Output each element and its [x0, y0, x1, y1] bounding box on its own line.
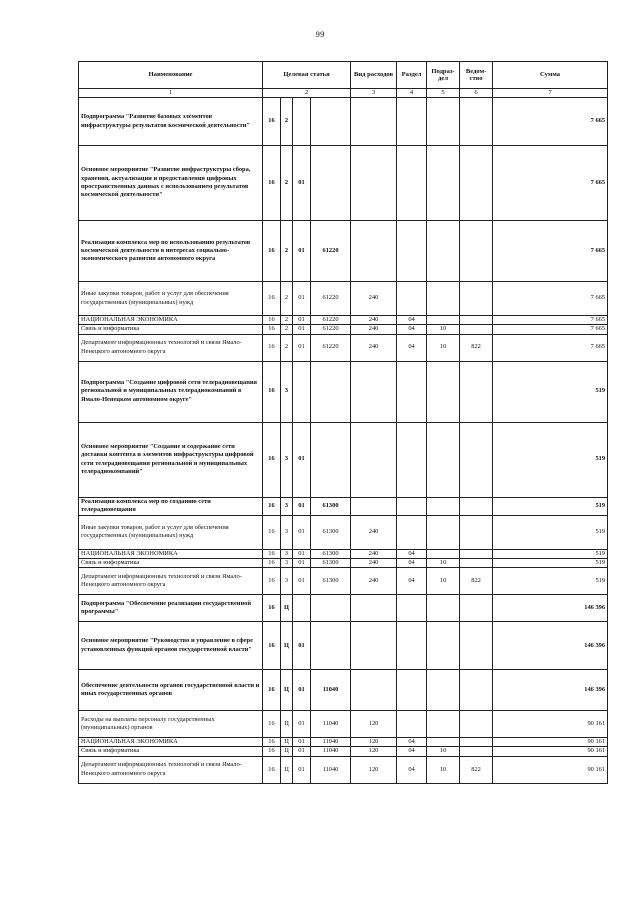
- target-code-activity: 01: [293, 568, 311, 595]
- target-code-activity: [293, 595, 311, 622]
- target-code-subprogram: 2: [281, 325, 293, 334]
- sum-cell: 7 665: [493, 334, 608, 361]
- subsection-cell: [427, 738, 460, 747]
- department-cell: [460, 549, 493, 558]
- col-number: 4: [397, 89, 427, 98]
- expense-type-cell: [351, 622, 397, 670]
- col-number: 2: [263, 89, 351, 98]
- table-row: [79, 558, 608, 567]
- expense-type-cell: 240: [351, 282, 397, 316]
- target-code-subprogram: Ц: [281, 711, 293, 738]
- target-code-activity: 01: [293, 747, 311, 756]
- target-code-activity: 01: [293, 558, 311, 567]
- target-code-subprogram: 3: [281, 558, 293, 567]
- target-code-direction: 61300: [311, 568, 351, 595]
- section-cell: [397, 146, 427, 221]
- target-code-program: 16: [263, 747, 281, 756]
- table-row: [79, 711, 608, 738]
- target-code-subprogram: Ц: [281, 747, 293, 756]
- target-code-activity: 01: [293, 515, 311, 549]
- target-code-activity: 01: [293, 756, 311, 783]
- section-cell: 04: [397, 334, 427, 361]
- target-code-direction: 61220: [311, 221, 351, 282]
- target-code-activity: 01: [293, 221, 311, 282]
- target-code-program: 16: [263, 282, 281, 316]
- target-code-program: 16: [263, 316, 281, 325]
- subsection-cell: [427, 98, 460, 146]
- sum-cell: 519: [493, 515, 608, 549]
- col-number: 1: [79, 89, 263, 98]
- subsection-cell: [427, 316, 460, 325]
- row-name: НАЦИОНАЛЬНАЯ ЭКОНОМИКА: [79, 738, 263, 747]
- table-row: [79, 282, 608, 316]
- target-code-direction: 61220: [311, 334, 351, 361]
- target-code-activity: 01: [293, 738, 311, 747]
- row-name: Иные закупки товаров, работ и услуг для обеспечения государственных (муниципальных) нужд: [79, 282, 263, 316]
- target-code-activity: 01: [293, 334, 311, 361]
- subsection-cell: [427, 497, 460, 515]
- header-name: Наименование: [79, 62, 263, 89]
- table-row: [79, 595, 608, 622]
- subsection-cell: [427, 670, 460, 711]
- expense-type-cell: [351, 497, 397, 515]
- row-name: Связь и информатика: [79, 747, 263, 756]
- header-section: Раздел: [397, 62, 427, 89]
- target-code-activity: 01: [293, 711, 311, 738]
- target-code-program: 16: [263, 325, 281, 334]
- col-number: 7: [493, 89, 608, 98]
- section-cell: [397, 221, 427, 282]
- section-cell: [397, 422, 427, 497]
- expense-type-cell: 120: [351, 756, 397, 783]
- table-row: [79, 747, 608, 756]
- target-code-activity: 01: [293, 622, 311, 670]
- sum-cell: 7 665: [493, 146, 608, 221]
- target-code-program: 16: [263, 497, 281, 515]
- section-cell: 04: [397, 747, 427, 756]
- sum-cell: 146 396: [493, 595, 608, 622]
- department-cell: 822: [460, 756, 493, 783]
- sum-cell: 90 161: [493, 756, 608, 783]
- row-name: НАЦИОНАЛЬНАЯ ЭКОНОМИКА: [79, 549, 263, 558]
- row-name: Департамент информационных технологий и связи Ямало-Ненецкого автономного округа: [79, 568, 263, 595]
- sum-cell: 519: [493, 558, 608, 567]
- sum-cell: 90 161: [493, 711, 608, 738]
- row-name: Основное мероприятие "Развитие инфраструктуры сбора, хранения, актуализации и предоставления цифровых пространственных данных с использованием результатов космической деятельности": [79, 146, 263, 221]
- header-target-article: Целевая статья: [263, 62, 351, 89]
- target-code-program: 16: [263, 711, 281, 738]
- target-code-activity: 01: [293, 497, 311, 515]
- sum-cell: 519: [493, 549, 608, 558]
- target-code-subprogram: Ц: [281, 670, 293, 711]
- target-code-direction: 11040: [311, 747, 351, 756]
- section-cell: [397, 361, 427, 422]
- expense-type-cell: 240: [351, 549, 397, 558]
- target-code-direction: [311, 595, 351, 622]
- subsection-cell: 10: [427, 558, 460, 567]
- department-cell: [460, 670, 493, 711]
- row-name: Расходы на выплаты персоналу государственных (муниципальных) органов: [79, 711, 263, 738]
- subsection-cell: 10: [427, 747, 460, 756]
- department-cell: 822: [460, 568, 493, 595]
- header-expense-type: Вид расходов: [351, 62, 397, 89]
- sum-cell: 146 396: [493, 622, 608, 670]
- expense-type-cell: 240: [351, 334, 397, 361]
- target-code-subprogram: 2: [281, 282, 293, 316]
- row-name: Реализация комплекса мер по созданию сети телерадиовещания: [79, 497, 263, 515]
- expense-type-cell: [351, 98, 397, 146]
- col-number: 5: [427, 89, 460, 98]
- table-row: [79, 515, 608, 549]
- target-code-subprogram: 3: [281, 361, 293, 422]
- department-cell: [460, 98, 493, 146]
- target-code-subprogram: 3: [281, 422, 293, 497]
- table-row: [79, 316, 608, 325]
- target-code-activity: 01: [293, 325, 311, 334]
- section-cell: 04: [397, 316, 427, 325]
- sum-cell: 7 665: [493, 282, 608, 316]
- row-name: Подпрограмма "Развитие базовых элементов инфраструктуры результатов космической деятельности": [79, 98, 263, 146]
- department-cell: [460, 595, 493, 622]
- target-code-program: 16: [263, 595, 281, 622]
- subsection-cell: [427, 595, 460, 622]
- table-row: [79, 221, 608, 282]
- target-code-activity: 01: [293, 316, 311, 325]
- table-row: [79, 738, 608, 747]
- target-code-direction: 61300: [311, 497, 351, 515]
- target-code-activity: [293, 98, 311, 146]
- row-name: Подпрограмма "Обеспечение реализации государственной программы": [79, 595, 263, 622]
- target-code-subprogram: 3: [281, 549, 293, 558]
- subsection-cell: [427, 422, 460, 497]
- target-code-direction: [311, 622, 351, 670]
- row-name: Департамент информационных технологий и связи Ямало-Ненецкого автономного округа: [79, 334, 263, 361]
- sum-cell: 7 665: [493, 98, 608, 146]
- sum-cell: 519: [493, 497, 608, 515]
- target-code-direction: 61220: [311, 282, 351, 316]
- table-row: [79, 422, 608, 497]
- target-code-direction: 61220: [311, 316, 351, 325]
- table-row: [79, 549, 608, 558]
- subsection-cell: 10: [427, 756, 460, 783]
- target-code-program: 16: [263, 361, 281, 422]
- department-cell: 822: [460, 334, 493, 361]
- row-name: Основное мероприятие "Создание и содержание сети доставки контента и элементов инфраструктуры цифровой сети телерадиовещания региональной и муниципальных телерадиокомпаний": [79, 422, 263, 497]
- department-cell: [460, 497, 493, 515]
- table-row: [79, 568, 608, 595]
- target-code-activity: 01: [293, 422, 311, 497]
- target-code-activity: 01: [293, 282, 311, 316]
- table-row: [79, 756, 608, 783]
- target-code-direction: 61300: [311, 549, 351, 558]
- expense-type-cell: [351, 422, 397, 497]
- department-cell: [460, 738, 493, 747]
- subsection-cell: [427, 146, 460, 221]
- header-sum: Сумма: [493, 62, 608, 89]
- target-code-subprogram: 2: [281, 98, 293, 146]
- sum-cell: 519: [493, 361, 608, 422]
- target-code-direction: 11040: [311, 711, 351, 738]
- target-code-activity: [293, 361, 311, 422]
- target-code-subprogram: 3: [281, 497, 293, 515]
- target-code-activity: 01: [293, 670, 311, 711]
- department-cell: [460, 558, 493, 567]
- expense-type-cell: [351, 221, 397, 282]
- section-cell: [397, 515, 427, 549]
- subsection-cell: [427, 361, 460, 422]
- department-cell: [460, 622, 493, 670]
- sum-cell: 90 161: [493, 747, 608, 756]
- subsection-cell: [427, 549, 460, 558]
- table-row: [79, 146, 608, 221]
- department-cell: [460, 422, 493, 497]
- target-code-subprogram: 2: [281, 146, 293, 221]
- section-cell: [397, 595, 427, 622]
- department-cell: [460, 747, 493, 756]
- table-row: [79, 670, 608, 711]
- section-cell: [397, 622, 427, 670]
- department-cell: [460, 515, 493, 549]
- subsection-cell: [427, 221, 460, 282]
- target-code-program: 16: [263, 334, 281, 361]
- department-cell: [460, 146, 493, 221]
- expense-type-cell: [351, 361, 397, 422]
- header-department: Ведом-ство: [460, 62, 493, 89]
- target-code-program: 16: [263, 670, 281, 711]
- target-code-direction: [311, 422, 351, 497]
- target-code-subprogram: 2: [281, 316, 293, 325]
- subsection-cell: 10: [427, 325, 460, 334]
- sum-cell: 519: [493, 568, 608, 595]
- target-code-subprogram: Ц: [281, 756, 293, 783]
- sum-cell: 7 665: [493, 325, 608, 334]
- expense-type-cell: 120: [351, 738, 397, 747]
- target-code-subprogram: Ц: [281, 595, 293, 622]
- subsection-cell: [427, 515, 460, 549]
- department-cell: [460, 361, 493, 422]
- target-code-program: 16: [263, 146, 281, 221]
- department-cell: [460, 221, 493, 282]
- table-row: [79, 497, 608, 515]
- header-subsection: Подраз-дел: [427, 62, 460, 89]
- target-code-direction: [311, 361, 351, 422]
- department-cell: [460, 282, 493, 316]
- row-name: Иные закупки товаров, работ и услуг для обеспечения государственных (муниципальных) нужд: [79, 515, 263, 549]
- sum-cell: 7 665: [493, 221, 608, 282]
- section-cell: [397, 670, 427, 711]
- sum-cell: 519: [493, 422, 608, 497]
- department-cell: [460, 711, 493, 738]
- row-name: НАЦИОНАЛЬНАЯ ЭКОНОМИКА: [79, 316, 263, 325]
- subsection-cell: [427, 711, 460, 738]
- expense-type-cell: [351, 595, 397, 622]
- row-name: Подпрограмма "Создание цифровой сети телерадиовещания региональной и муниципальных телерадиокомпаний в Ямало-Ненецком автономном округе": [79, 361, 263, 422]
- target-code-direction: [311, 146, 351, 221]
- budget-table: [78, 61, 608, 784]
- target-code-direction: 11040: [311, 670, 351, 711]
- target-code-program: 16: [263, 568, 281, 595]
- expense-type-cell: 120: [351, 747, 397, 756]
- section-cell: [397, 282, 427, 316]
- section-cell: 04: [397, 325, 427, 334]
- department-cell: [460, 316, 493, 325]
- sum-cell: 7 665: [493, 316, 608, 325]
- target-code-direction: 61220: [311, 325, 351, 334]
- expense-type-cell: 240: [351, 325, 397, 334]
- row-name: Обеспечение деятельности органов государственной власти и иных государственных органов: [79, 670, 263, 711]
- subsection-cell: [427, 622, 460, 670]
- section-cell: 04: [397, 568, 427, 595]
- expense-type-cell: 240: [351, 515, 397, 549]
- table-row: [79, 325, 608, 334]
- target-code-program: 16: [263, 558, 281, 567]
- target-code-direction: [311, 98, 351, 146]
- target-code-direction: 11040: [311, 756, 351, 783]
- table-row: [79, 334, 608, 361]
- section-cell: [397, 711, 427, 738]
- target-code-program: 16: [263, 221, 281, 282]
- target-code-activity: 01: [293, 549, 311, 558]
- section-cell: 04: [397, 756, 427, 783]
- target-code-program: 16: [263, 756, 281, 783]
- target-code-program: 16: [263, 422, 281, 497]
- target-code-subprogram: Ц: [281, 622, 293, 670]
- page-number: 99: [315, 31, 325, 39]
- section-cell: [397, 98, 427, 146]
- target-code-program: 16: [263, 515, 281, 549]
- subsection-cell: 10: [427, 334, 460, 361]
- expense-type-cell: 240: [351, 568, 397, 595]
- target-code-subprogram: 2: [281, 334, 293, 361]
- section-cell: 04: [397, 549, 427, 558]
- expense-type-cell: 120: [351, 711, 397, 738]
- target-code-subprogram: 2: [281, 221, 293, 282]
- sum-cell: 90 161: [493, 738, 608, 747]
- table-row: [79, 361, 608, 422]
- expense-type-cell: 240: [351, 558, 397, 567]
- expense-type-cell: 240: [351, 316, 397, 325]
- target-code-direction: 61300: [311, 515, 351, 549]
- target-code-direction: 11040: [311, 738, 351, 747]
- target-code-subprogram: 3: [281, 568, 293, 595]
- col-number: 3: [351, 89, 397, 98]
- target-code-subprogram: 3: [281, 515, 293, 549]
- subsection-cell: 10: [427, 568, 460, 595]
- department-cell: [460, 325, 493, 334]
- table-row: [79, 98, 608, 146]
- target-code-subprogram: Ц: [281, 738, 293, 747]
- row-name: Основное мероприятие "Руководство и управление в сфере установленных функций органов государственной власти": [79, 622, 263, 670]
- row-name: Реализация комплекса мер по использованию результатов космической деятельности в интересах социально-экономического развития автономного округа: [79, 221, 263, 282]
- section-cell: [397, 497, 427, 515]
- target-code-program: 16: [263, 622, 281, 670]
- expense-type-cell: [351, 146, 397, 221]
- target-code-program: 16: [263, 98, 281, 146]
- table-row: [79, 622, 608, 670]
- row-name: Связь и информатика: [79, 325, 263, 334]
- target-code-program: 16: [263, 549, 281, 558]
- target-code-activity: 01: [293, 146, 311, 221]
- subsection-cell: [427, 282, 460, 316]
- row-name: Связь и информатика: [79, 558, 263, 567]
- sum-cell: 146 396: [493, 670, 608, 711]
- section-cell: 04: [397, 738, 427, 747]
- target-code-direction: 61300: [311, 558, 351, 567]
- row-name: Департамент информационных технологий и связи Ямало-Ненецкого автономного округа: [79, 756, 263, 783]
- expense-type-cell: [351, 670, 397, 711]
- col-number: 6: [460, 89, 493, 98]
- section-cell: 04: [397, 558, 427, 567]
- target-code-program: 16: [263, 738, 281, 747]
